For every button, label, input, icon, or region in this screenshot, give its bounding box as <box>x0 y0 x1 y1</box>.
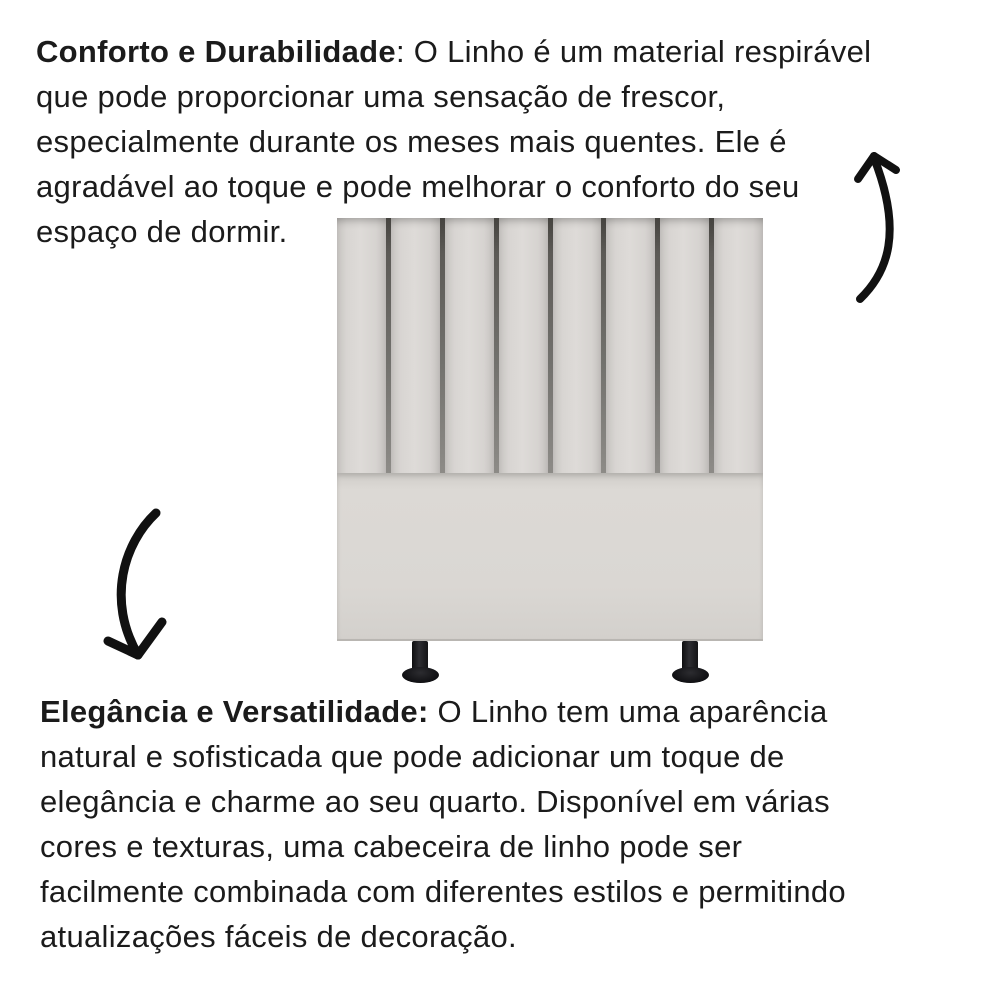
headboard-panel <box>606 218 655 473</box>
top-paragraph-line-1 <box>36 29 871 74</box>
top-paragraph-heading: Conforto e Durabilidade <box>36 34 396 69</box>
bottom-paragraph-heading: Elegância e Versatilidade: <box>40 694 429 729</box>
headboard-leg-foot-left <box>402 667 439 683</box>
bottom-paragraph-line-3: elegância e charme ao seu quarto. Disponível em várias <box>40 784 830 819</box>
headboard-base <box>337 473 763 641</box>
bottom-paragraph-line-2: natural e sofisticada que pode adicionar um toque de <box>40 739 785 774</box>
top-paragraph-line-3: especialmente durante os meses mais quentes. Ele é <box>36 124 787 159</box>
top-paragraph-line-5: espaço de dormir. <box>36 214 288 249</box>
headboard-panel <box>660 218 709 473</box>
top-paragraph-line-1-text: : O Linho é um material respirável <box>395 34 872 69</box>
headboard-panel <box>391 218 440 473</box>
top-paragraph-line-4: agradável ao toque e pode melhorar o conforto do seu <box>36 169 800 204</box>
bottom-paragraph-line-1 <box>40 689 846 734</box>
bottom-paragraph-line-1-text: O Linho tem uma aparência <box>428 694 828 729</box>
curved-arrow-down-icon <box>96 503 180 671</box>
headboard-panel <box>337 218 386 473</box>
bottom-paragraph-line-4: cores e texturas, uma cabeceira de linho pode ser <box>40 829 743 864</box>
top-paragraph-line-2: que pode proporcionar uma sensação de frescor, <box>36 79 726 114</box>
curved-arrow-up-icon <box>836 136 920 312</box>
headboard-channel-panels <box>337 218 763 473</box>
headboard-panel <box>553 218 602 473</box>
headboard-panel <box>714 218 763 473</box>
bottom-paragraph-line-6: atualizações fáceis de decoração. <box>40 919 517 954</box>
headboard-leg-foot-right <box>672 667 709 683</box>
bottom-paragraph-line-5: facilmente combinada com diferentes estilos e permitindo <box>40 874 846 909</box>
headboard-panel <box>499 218 548 473</box>
headboard-panel <box>445 218 494 473</box>
headboard-product-image <box>337 218 763 641</box>
bottom-paragraph <box>40 689 846 959</box>
